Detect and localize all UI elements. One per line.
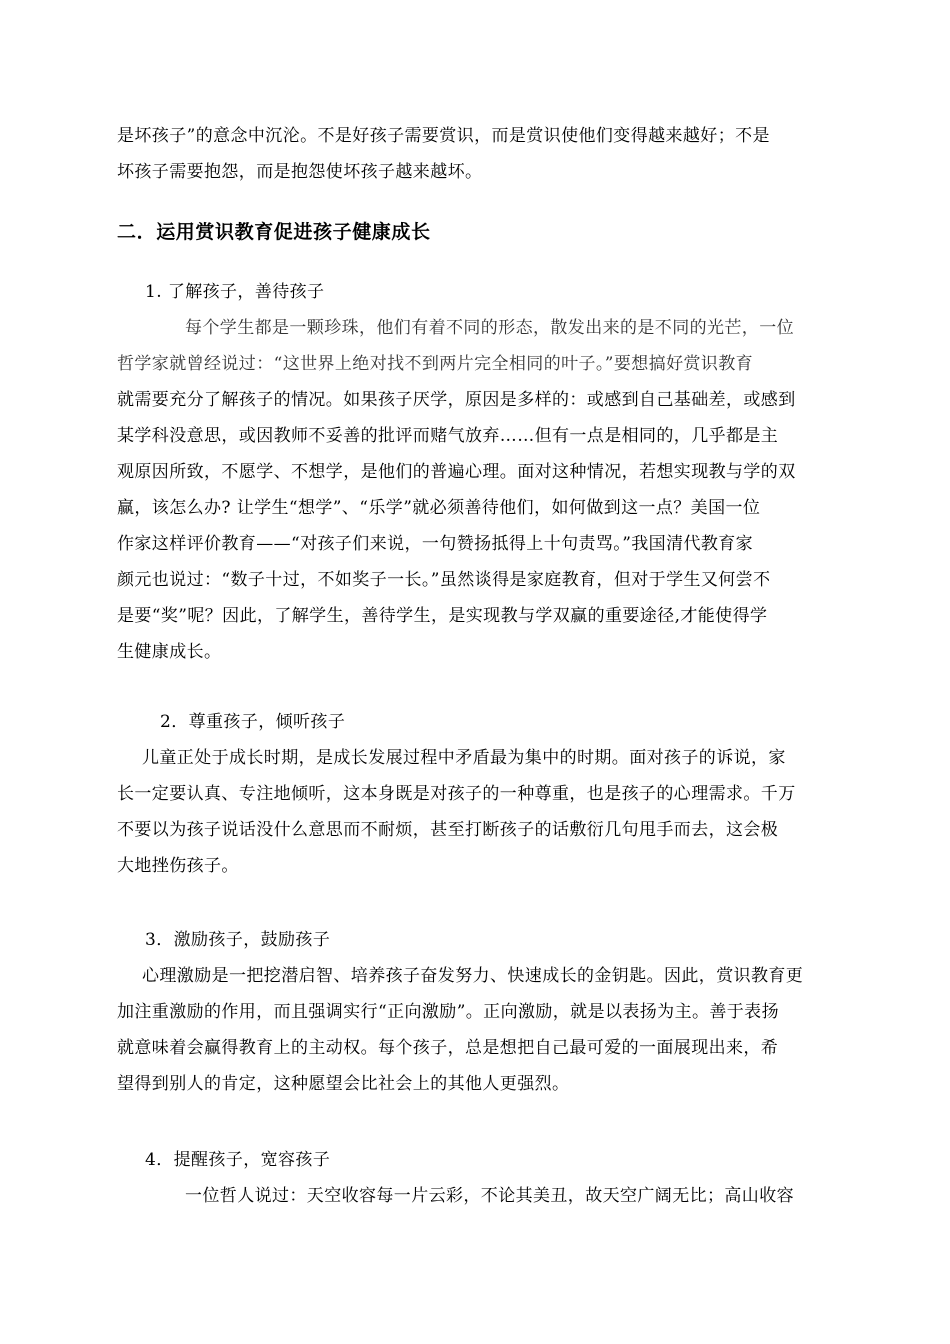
text-line: 望得到别人的肯定，这种愿望会比社会上的其他人更强烈。 — [117, 1074, 570, 1094]
text-line: 儿童正处于成长时期，是成长发展过程中矛盾最为集中的时期。面对孩子的诉说，家 — [142, 748, 786, 768]
text-line: 坏孩子需要抱怨，而是抱怨使坏孩子越来越坏。 — [117, 162, 483, 182]
text-line: 长一定要认真、专注地倾听，这本身既是对孩子的一种尊重，也是孩子的心理需求。千万 — [117, 784, 796, 804]
text-line: 每个学生都是一颗珍珠，他们有着不同的形态，散发出来的是不同的光芒，一位 — [185, 318, 794, 338]
text-line: 不要以为孩子说话没什么意思而不耐烦，甚至打断孩子的话敷衍几句甩手而去，这会极 — [117, 820, 779, 840]
text-line: 观原因所致，不愿学、不想学，是他们的普遍心理。面对这种情况，若想实现教与学的双 — [117, 462, 796, 482]
text-line: 大地挫伤孩子。 — [117, 856, 239, 876]
text-line: 哲学家就曾经说过：“这世界上绝对找不到两片完全相同的叶子。”要想搞好赏识教育 — [117, 354, 754, 374]
text-line: 赢，该怎么办? 让学生“想学”、“乐学”就必须善待他们，如何做到这一点？美国一位 — [117, 498, 761, 518]
subsection-heading: 4．提醒孩子，宽容孩子 — [145, 1150, 331, 1170]
text-line: 就需要充分了解孩子的情况。如果孩子厌学，原因是多样的：或感到自己基础差，或感到 — [117, 390, 796, 410]
text-line: 就意味着会赢得教育上的主动权。每个孩子，总是想把自己最可爱的一面展现出来，希 — [117, 1038, 779, 1058]
text-line: 是要“奖”呢？因此，了解学生，善待学生，是实现教与学双赢的重要途径,才能使得学 — [117, 606, 768, 626]
text-line: 生健康成长。 — [117, 642, 222, 662]
text-line: 加注重激励的作用，而且强调实行“正向激励”。正向激励，就是以表扬为主。善于表扬 — [117, 1002, 779, 1022]
subsection-heading: 3．激励孩子，鼓励孩子 — [145, 930, 331, 950]
section-heading: 二．运用赏识教育促进孩子健康成长 — [117, 221, 431, 243]
text-line: 颜元也说过：“数子十过，不如奖子一长。”虽然谈得是家庭教育，但对于学生又何尝不 — [117, 570, 771, 590]
subsection-heading: 2．尊重孩子，倾听孩子 — [160, 712, 346, 732]
text-line: 某学科没意思，或因教师不妥善的批评而赌气放弃……但有一点是相同的，几乎都是主 — [117, 426, 779, 446]
text-line: 作家这样评价教育——“对孩子们来说，一句赞扬抵得上十句责骂。”我国清代教育家 — [117, 534, 754, 554]
text-line: 一位哲人说过：天空收容每一片云彩，不论其美丑，故天空广阔无比；高山收容 — [185, 1186, 794, 1206]
subsection-heading: 1. 了解孩子，善待孩子 — [145, 282, 325, 302]
text-line: 心理激励是一把挖潜启智、培养孩子奋发努力、快速成长的金钥匙。因此，赏识教育更 — [142, 966, 804, 986]
text-line: 是坏孩子”的意念中沉沦。不是好孩子需要赏识，而是赏识使他们变得越来越好；不是 — [117, 126, 770, 146]
